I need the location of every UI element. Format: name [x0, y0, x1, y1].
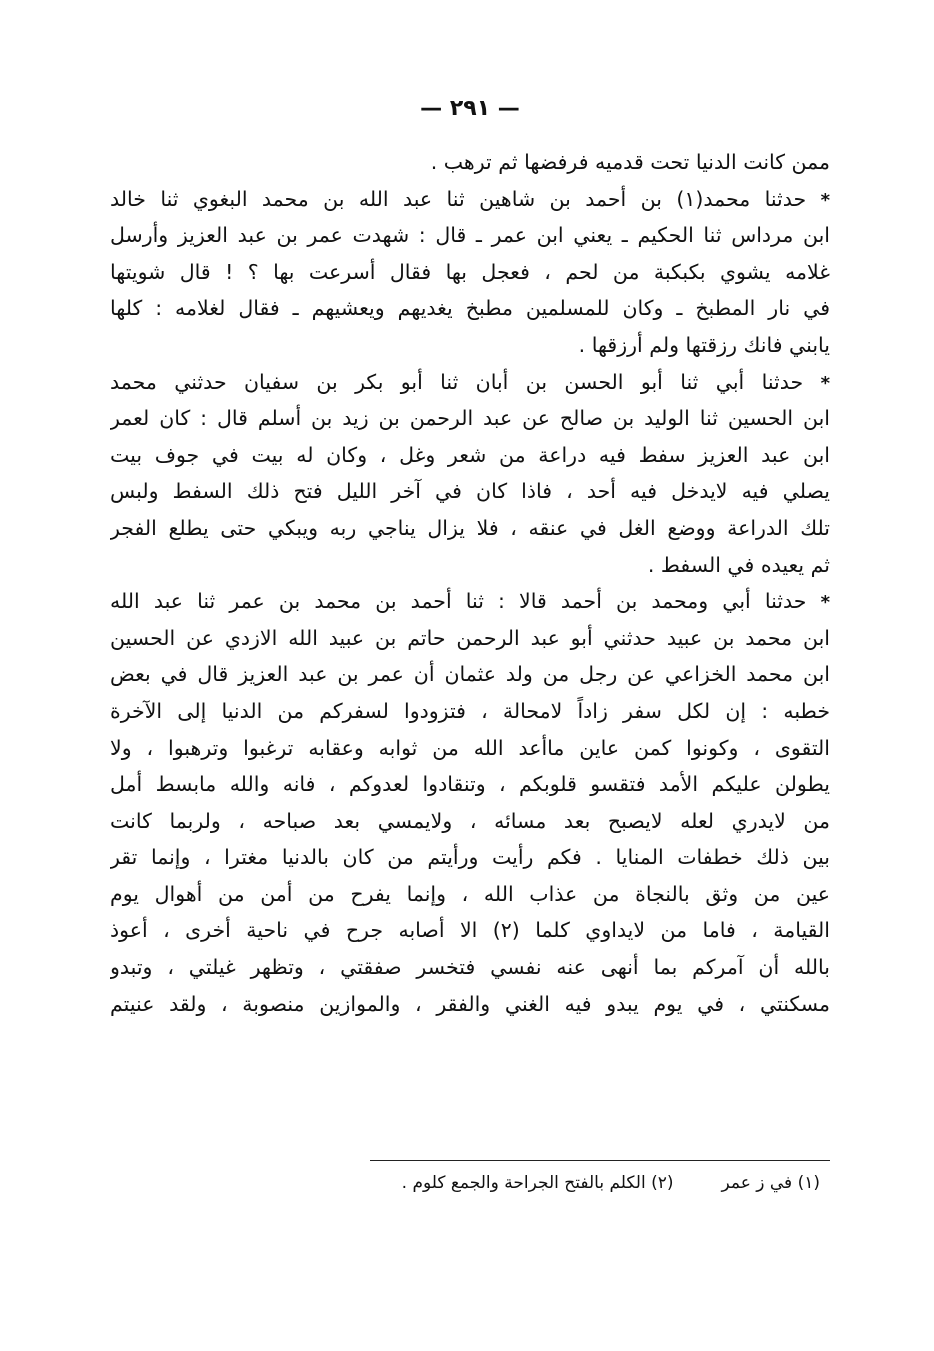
text-line: [110, 766, 830, 803]
line-text: يصلي فيه لايدخل فيه أحد ، فاذا كان في آخر الليل فتح ذلك السفط ولبس: [110, 479, 830, 504]
line-text: تلك الدراعة ووضع الغل في عنقه ، فلا يزال يناجي ربه ويبكي حتى يطلع الفجر: [110, 515, 830, 540]
text-line: [110, 181, 830, 218]
text-line: [110, 437, 830, 474]
line-text: عين من وثق بالنجاة من عذاب الله ، وإنما يفرح من أمن من أهوال يوم: [110, 881, 830, 906]
line-text: بالله أن آمركم بما أنهى عنه نفسي فتخسر صفقتي ، وتظهر غيلتي ، وتبدو: [110, 955, 830, 980]
line-text: مسكنتي ، في يوم يبدو فيه الغني والفقر ، والموازين منصوبة ، ولقد عنيتم: [110, 991, 830, 1016]
paragraph-star: *: [820, 372, 830, 394]
paragraph-star: *: [820, 189, 830, 211]
text-line: [110, 217, 830, 254]
line-text: ابن محمد بن عبيد حدثني أبو عبد الرحمن حاتم بن عبيد الله الازدي عن الحسين: [110, 625, 830, 650]
line-text: ممن كانت الدنيا تحت قدميه فرفضها ثم ترهب .: [430, 150, 830, 174]
line-text: القيامة ، فاما من لايداوي كلما (٢) الا أصابه جرح في ناحية أخرى ، أعوذ: [110, 918, 830, 943]
text-line: [110, 693, 830, 730]
paragraph-star: *: [820, 592, 830, 614]
line-text: خطبه : إن لكل سفر زاداً لامحالة ، فتزودوا لسفركم من الدنيا إلى الآخرة: [110, 698, 830, 723]
book-page: [110, 88, 830, 1288]
text-line: [110, 876, 830, 913]
line-text: ثم يعيده في السفط .: [647, 552, 830, 577]
line-text: حدثنا أبي ثنا أبو الحسن بن أبان ثنا أبو بكر بن سفيان حدثني محمد: [110, 369, 804, 394]
text-line: [110, 839, 830, 876]
text-line: [110, 400, 830, 437]
text-line: [110, 583, 830, 620]
text-line: [110, 144, 830, 181]
line-text: يابني فانك رزقتها ولم أرزقها .: [578, 332, 830, 357]
text-line: [110, 656, 830, 693]
text-line: [110, 510, 830, 547]
line-text: ابن عبد العزيز سفط فيه دراعة من شعر وغل ، وكان له بيت في جوف بيت: [110, 442, 830, 467]
text-line: [110, 986, 830, 1023]
text-line: [110, 473, 830, 510]
line-text: ابن مرداس ثنا الحكيم ـ يعني ابن عمر ـ قال : شهدت عمر بن عبد العزيز وأرسل: [110, 223, 830, 248]
text-line: [110, 620, 830, 657]
line-text: بين ذلك خطفات المنايا . فكم رأيت ورأيتم من كان بالدنيا مغترا ، وإنما تقر: [110, 845, 830, 870]
line-text: التقوى ، وكونوا كمن عاين ماأعد الله من ثوابه وعقابه ترغبوا وترهبوا ، ولا: [110, 735, 830, 760]
line-text: في نار المطبخ ـ وكان للمسلمين مطبخ يغديهم ويعشيهم ـ فقال لغلامه : كلها: [110, 296, 830, 321]
footnote-divider: [370, 1160, 830, 1161]
text-line: [110, 949, 830, 986]
text-line: [110, 730, 830, 767]
line-text: غلامه يشوي بكبكبة من لحم ، فعجل بها فقال أسرعت بها ؟ ! قال شويتها: [110, 259, 830, 284]
line-text: ابن الحسين ثنا الوليد بن صالح عن عبد الرحمن بن زيد بن أسلم قال : كان لعمر: [110, 406, 830, 431]
line-text: حدثنا أبي ومحمد بن أحمد قالا : ثنا أحمد بن محمد بن عمر ثنا عبد الله: [110, 589, 807, 614]
main-text: [110, 144, 830, 1022]
line-text: حدثنا محمد(١) بن أحمد بن شاهين ثنا عبد الله بن محمد البغوي ثنا خالد: [110, 186, 807, 211]
text-line: [110, 327, 830, 364]
text-line: [110, 364, 830, 401]
text-line: [110, 254, 830, 291]
footnote-1: (١) في ز عمر: [721, 1173, 820, 1193]
line-text: يطولن عليكم الأمد فتقسو قلوبكم ، وتنقادوا لعدوكم ، فانه والله مابسط أمل: [110, 772, 830, 797]
text-line: [110, 290, 830, 327]
line-text: ابن محمد الخزاعي عن رجل من ولد عثمان أن عمر بن عبد العزيز قال في بعض: [110, 662, 830, 687]
page-number: — ٢٩١ —: [420, 96, 520, 121]
footnote-2: (٢) الكلم بالفتح الجراحة والجمع كلوم .: [401, 1173, 674, 1193]
text-line: [110, 912, 830, 949]
text-line: [110, 547, 830, 584]
text-line: [110, 803, 830, 840]
footnotes: [110, 1170, 820, 1196]
line-text: من لايدري لعله لايصبح بعد مسائه ، ولايمسي بعد صباحه ، ولربما كانت: [110, 808, 830, 833]
